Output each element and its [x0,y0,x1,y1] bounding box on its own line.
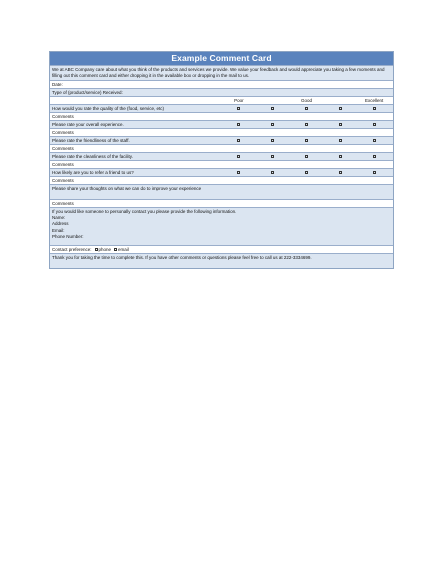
question-text: Please rate the cleanliness of the facility. [52,153,133,159]
card-title: Example Comment Card [50,52,393,65]
phone-field[interactable]: Phone Number: [52,233,84,239]
question-text: How likely are you to refer a friend to us? [52,169,134,175]
rating-checkbox[interactable] [339,107,342,111]
rating-checkbox[interactable] [271,123,274,127]
question-text: How would you rate the quality of the (food, service, etc) [52,105,165,111]
question-text: Please rate your overall experience. [52,121,124,127]
rating-scale-header [50,96,393,104]
rating-checkbox[interactable] [271,171,274,175]
email-field[interactable]: Email: [52,227,65,233]
rating-checkbox[interactable] [271,155,274,159]
intro-text: We at ABC Company care about what you think of the products and services we provide. We value your feedback and would appreciate you taking a few moments and filling out this comment card and either dropping it in the available box or dropping in the mail to us. [50,65,393,80]
rating-checkbox[interactable] [237,171,240,175]
rating-checkbox[interactable] [305,155,308,159]
question-row [50,152,393,160]
rating-checkbox[interactable] [237,155,240,159]
rating-checkbox[interactable] [339,171,342,175]
question-row [50,168,393,176]
phone-option[interactable] [95,247,112,253]
contact-intro: If you would like someone to personally contact you please provide the following information. [52,209,237,214]
email-option-label: email [118,246,129,252]
rating-checkbox[interactable] [305,139,308,143]
email-checkbox[interactable] [114,248,117,252]
phone-checkbox[interactable] [95,248,98,252]
scale-label-good: Good [300,97,312,103]
scale-label-blank-1 [256,98,290,104]
comments-field[interactable]: Comments [50,176,393,184]
scale-label-excellent: Excellent [364,97,384,103]
rating-checkbox[interactable] [271,107,274,111]
contact-preference-row [50,245,393,253]
question-row [50,136,393,144]
improve-prompt: Please share your thoughts on what we can do to improve your experience [50,184,393,199]
rating-checkbox[interactable] [237,139,240,143]
phone-option-label: phone [98,246,112,252]
comments-field[interactable]: Comments [50,112,393,120]
address-field[interactable]: Address [52,221,69,227]
rating-checkbox[interactable] [373,139,376,143]
rating-checkbox[interactable] [305,123,308,127]
contact-preference-label: Contact preference: [52,246,92,252]
rating-checkbox[interactable] [373,123,376,127]
rating-checkbox[interactable] [305,171,308,175]
rating-checkbox[interactable] [373,107,376,111]
question-row [50,104,393,112]
rating-checkbox[interactable] [339,155,342,159]
rating-checkbox[interactable] [237,107,240,111]
comments-field[interactable]: Comments [50,199,393,207]
email-option[interactable] [114,247,129,253]
question-text: Please rate the friendliness of the staff. [52,137,130,143]
comments-field[interactable]: Comments [50,128,393,136]
closing-text: Thank you for taking the time to complete this. If you have other comments or questions please feel free to call us at 222-3334699. [50,253,393,268]
name-field[interactable]: Name: [52,215,66,221]
scale-label-poor: Poor [234,97,244,103]
comments-field[interactable]: Comments [50,144,393,152]
rating-checkbox[interactable] [339,139,342,143]
scale-label-blank-2 [323,98,357,104]
date-field[interactable]: Date: [50,80,393,88]
rating-checkbox[interactable] [271,139,274,143]
rating-checkbox[interactable] [373,171,376,175]
contact-info-block [50,207,393,245]
rating-checkbox[interactable] [373,155,376,159]
rating-checkbox[interactable] [305,107,308,111]
question-row [50,120,393,128]
comments-field[interactable]: Comments [50,160,393,168]
comment-card [49,51,394,269]
rating-checkbox[interactable] [339,123,342,127]
type-field[interactable]: Type of (product/service) Received: [50,88,393,96]
rating-checkbox[interactable] [237,123,240,127]
